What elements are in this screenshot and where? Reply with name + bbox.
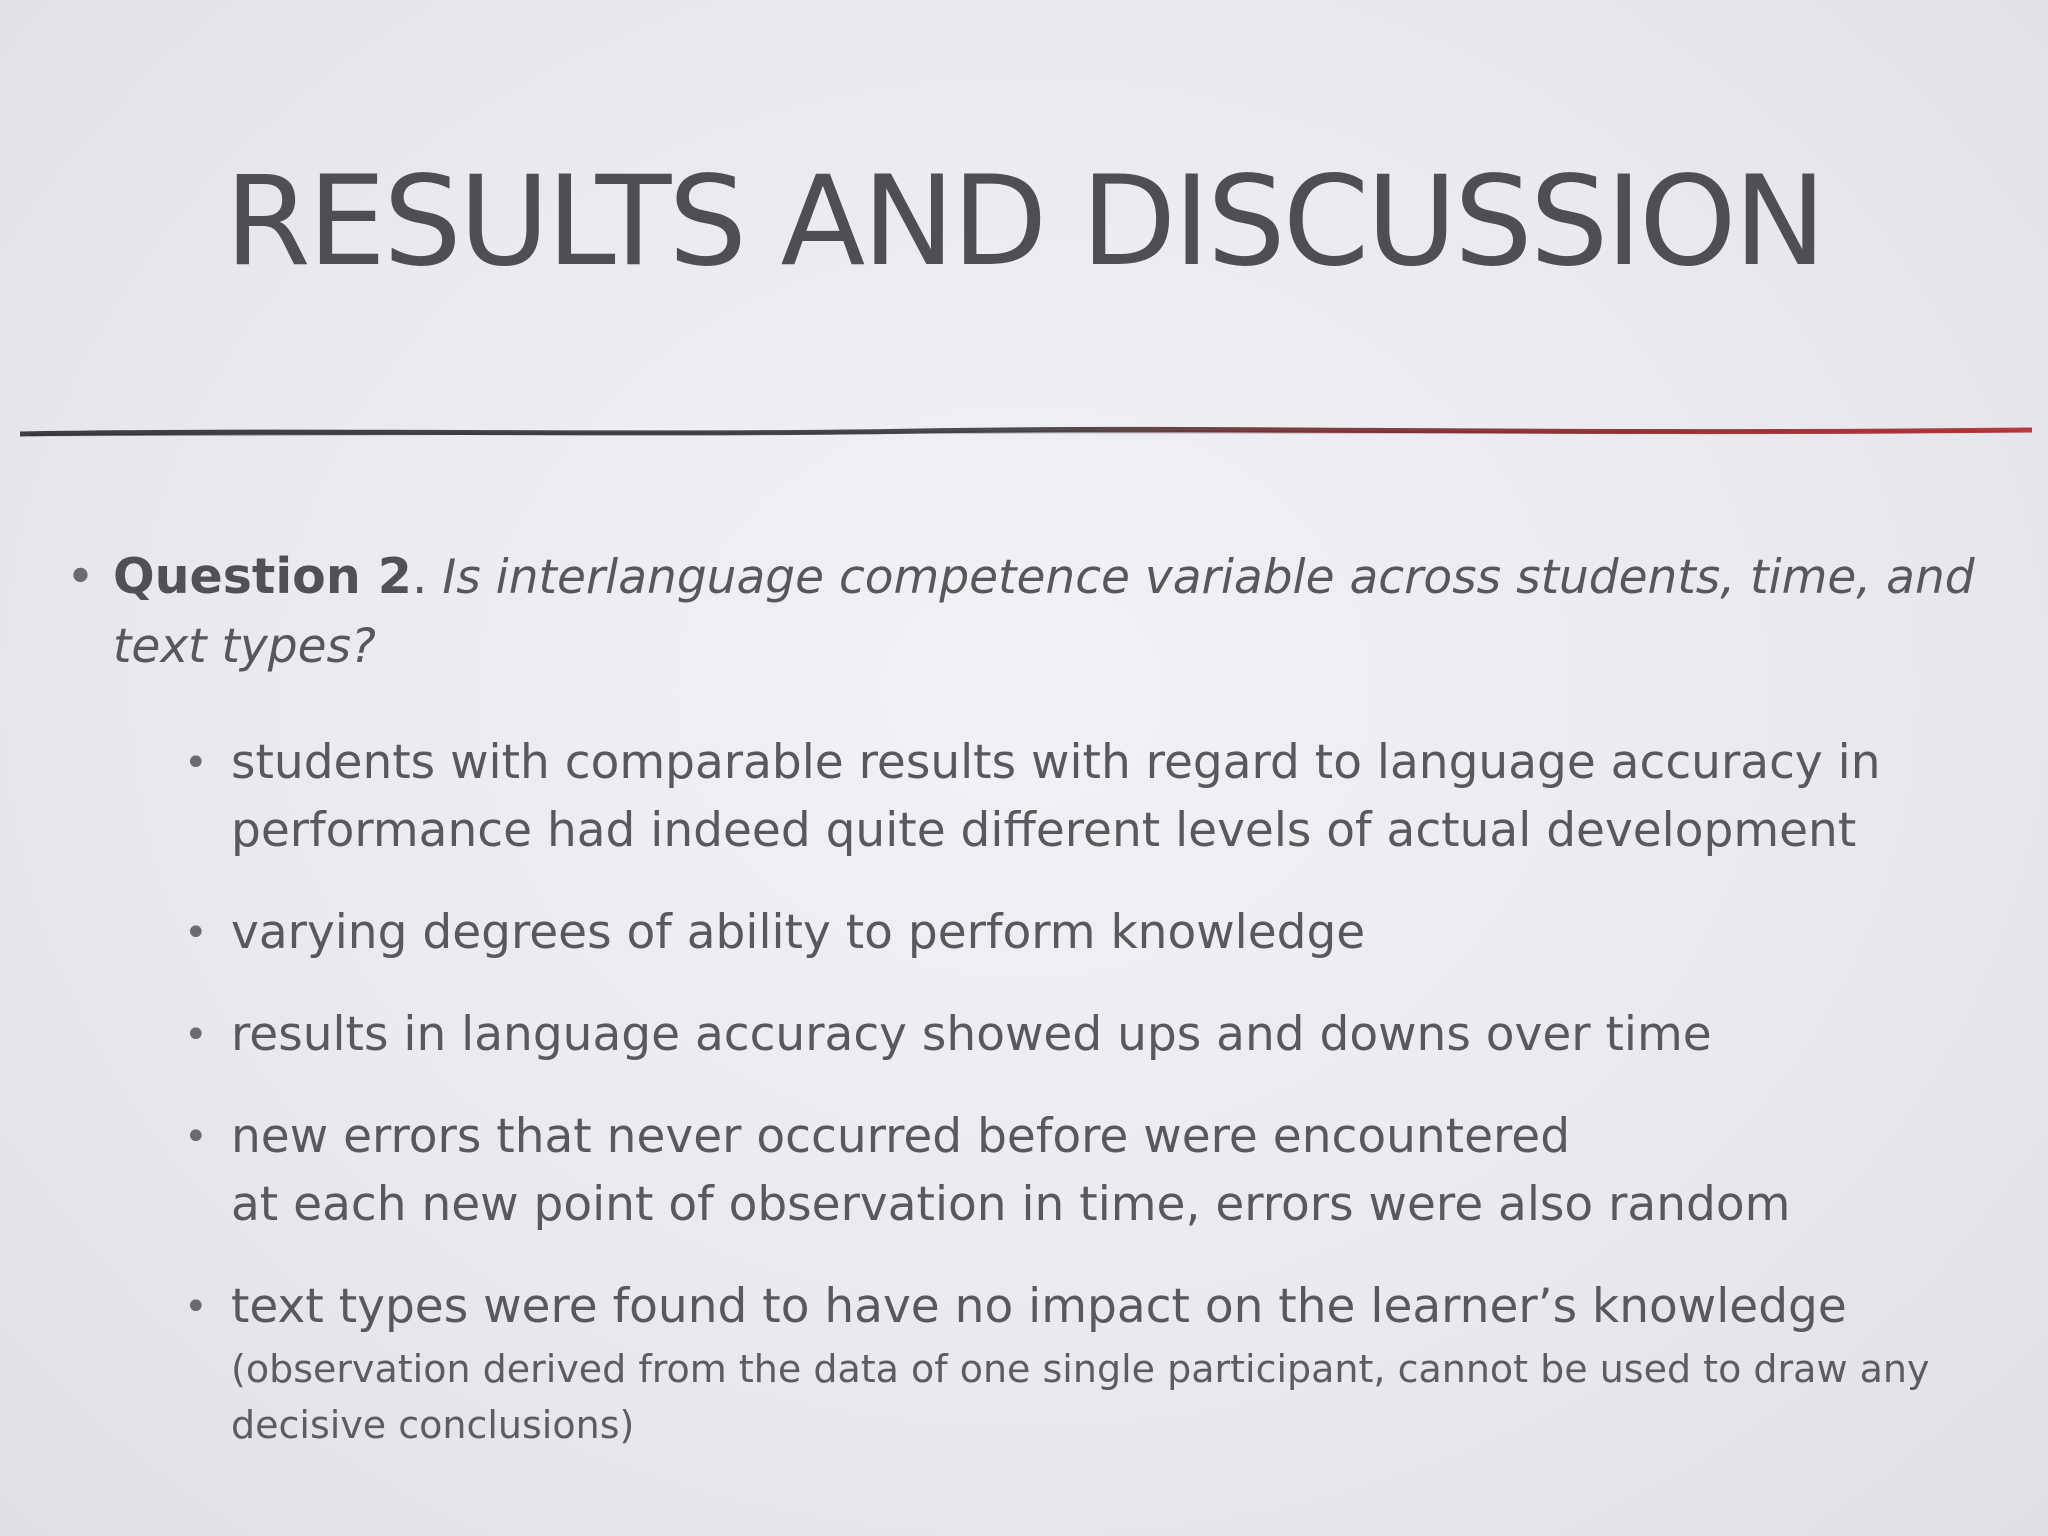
question-item [66, 543, 1996, 681]
list-item-text: varying degrees of ability to perform knowledge [231, 905, 1366, 960]
list-item-note: (observation derived from the data of one single participant, cannot be used to draw any decisive conclusions) [231, 1347, 1930, 1447]
question-text: Is interlanguage competence variable across students, time, and text types? [113, 550, 1975, 674]
list-item [184, 729, 1996, 865]
list-item-text: at each new point of observation in time, errors were also random [231, 1177, 1791, 1232]
question-separator: . [411, 548, 428, 605]
list-item [184, 1001, 1996, 1069]
list-item-text: new errors that never occurred before were encountered [231, 1109, 1571, 1164]
bullet: • [184, 1114, 208, 1160]
bullet: • [184, 740, 208, 786]
list-item-text: students with comparable results with regard to language accuracy in [231, 735, 1881, 790]
list-item-text: text types were found to have no impact on the learner’s knowledge [231, 1279, 1847, 1334]
slide-title: RESULTS AND DISCUSSION [224, 150, 1824, 294]
question-label: Question 2 [113, 548, 412, 605]
findings-list [66, 729, 1996, 1453]
bullet: • [66, 548, 95, 605]
list-item [184, 1273, 1996, 1453]
list-item [184, 899, 1996, 967]
bullet: • [184, 910, 208, 956]
bullet: • [184, 1284, 208, 1330]
slide-content [66, 543, 1996, 1487]
list-item-text: results in language accuracy showed ups and downs over time [231, 1007, 1712, 1062]
bullet: • [184, 1012, 208, 1058]
divider-rule [20, 420, 2032, 444]
list-item [184, 1103, 1996, 1239]
list-item-text: performance had indeed quite different levels of actual development [231, 803, 1857, 858]
